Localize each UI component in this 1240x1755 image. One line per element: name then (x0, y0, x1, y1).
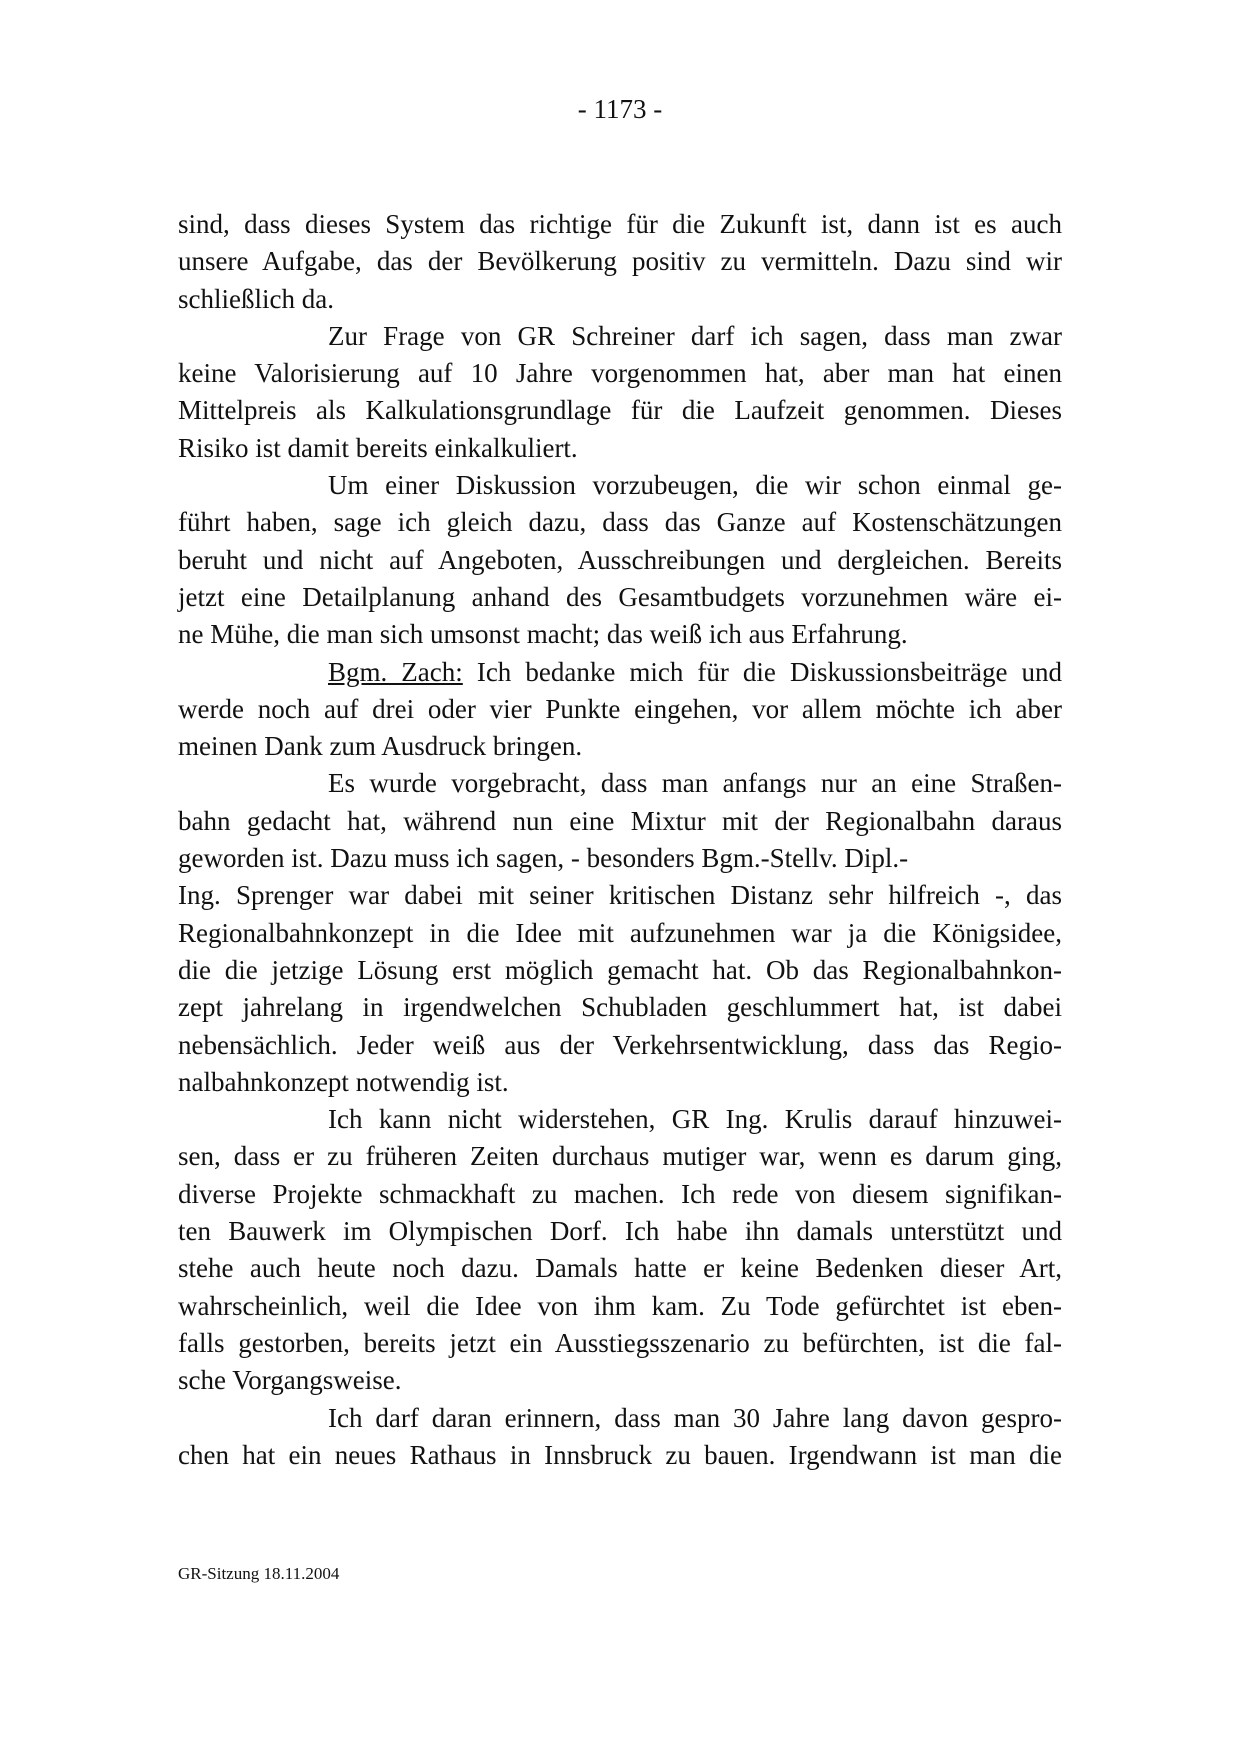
text-line (178, 1064, 1062, 1101)
text-line (178, 1288, 1062, 1325)
text-line (178, 1176, 1062, 1213)
text-line (178, 504, 1062, 541)
line-text: führt haben, sage ich gleich dazu, dass das Ganze auf Kostenschätzungen (178, 507, 1062, 538)
line-text: wahrscheinlich, weil die Idee von ihm kam. Zu Tode gefürchtet ist eben- (178, 1290, 1062, 1321)
body-text (178, 206, 1062, 1474)
line-text: bahn gedacht hat, während nun eine Mixtur mit der Regionalbahn daraus (178, 805, 1062, 836)
line-text: zept jahrelang in irgendwelchen Schubladen geschlummert hat, ist dabei (178, 992, 1062, 1023)
line-text: Risiko ist damit bereits einkalkuliert. (178, 432, 578, 463)
text-line (178, 1437, 1062, 1474)
text-line (178, 840, 1062, 877)
line-text: unsere Aufgabe, das der Bevölkerung positiv zu vermitteln. Dazu sind wir (178, 246, 1062, 277)
text-line (178, 355, 1062, 392)
text-line (178, 243, 1062, 280)
text-line (178, 1362, 1062, 1399)
line-text: sche Vorgangsweise. (178, 1365, 402, 1396)
text-line (178, 691, 1062, 728)
line-text: sen, dass er zu früheren Zeiten durchaus mutiger war, wenn es darum ging, (178, 1141, 1062, 1172)
text-line (178, 1250, 1062, 1287)
line-text: Regionalbahnkonzept in die Idee mit aufzunehmen war ja die Königsidee, (178, 917, 1062, 948)
line-text: Ich darf daran erinnern, dass man 30 Jahre lang davon gespro- (328, 1402, 1062, 1433)
line-text: Zur Frage von GR Schreiner darf ich sagen, dass man zwar (328, 320, 1062, 351)
text-line (178, 467, 1062, 504)
line-text: ten Bauwerk im Olympischen Dorf. Ich habe ihn damals unterstützt und (178, 1216, 1062, 1247)
footer-session-date: GR-Sitzung 18.11.2004 (178, 1564, 340, 1583)
line-text: ne Mühe, die man sich umsonst macht; das weiß ich aus Erfahrung. (178, 619, 908, 650)
line-text: Es wurde vorgebracht, dass man anfangs nur an eine Straßen- (328, 768, 1062, 799)
line-text: falls gestorben, bereits jetzt ein Ausstiegsszenario zu befürchten, ist die fal- (178, 1327, 1062, 1358)
line-text: Ich kann nicht widerstehen, GR Ing. Krulis darauf hinzuwei- (328, 1104, 1062, 1135)
text-line (178, 765, 1062, 802)
page-number: - 1173 - (577, 94, 663, 124)
text-line (178, 915, 1062, 952)
text-line (178, 281, 1062, 318)
line-text: Mittelpreis als Kalkulationsgrundlage für die Laufzeit genommen. Dieses (178, 395, 1062, 426)
text-line (178, 1213, 1062, 1250)
line-text: nalbahnkonzept notwendig ist. (178, 1066, 509, 1097)
text-line (178, 430, 1062, 467)
text-line (178, 579, 1062, 616)
line-text: Um einer Diskussion vorzubeugen, die wir schon einmal ge- (328, 470, 1062, 501)
line-text: keine Valorisierung auf 10 Jahre vorgenommen hat, aber man hat einen (178, 358, 1062, 389)
text-line (178, 392, 1062, 429)
text-line (178, 318, 1062, 355)
line-text: sind, dass dieses System das richtige für die Zukunft ist, dann ist es auch (178, 209, 1062, 239)
text-line (178, 1027, 1062, 1064)
text-line (178, 877, 1062, 914)
text-line (178, 728, 1062, 765)
line-text: Ing. Sprenger war dabei mit seiner kritischen Distanz sehr hilfreich -, das (178, 880, 1062, 911)
text-line (178, 1101, 1062, 1138)
text-line (178, 206, 1062, 243)
line-text: chen hat ein neues Rathaus in Innsbruck zu bauen. Irgendwann ist man die (178, 1439, 1062, 1470)
line-text: meinen Dank zum Ausdruck bringen. (178, 731, 583, 762)
line-text: diverse Projekte schmackhaft zu machen. Ich rede von diesem signifikan- (178, 1178, 1062, 1209)
text-line (178, 1400, 1062, 1437)
line-text: Ich bedanke mich für die Diskussionsbeiträge und (462, 656, 1062, 687)
text-line (178, 616, 1062, 653)
line-text: beruht und nicht auf Angeboten, Ausschreibungen und dergleichen. Bereits (178, 544, 1062, 575)
text-line (178, 1138, 1062, 1175)
text-line (178, 952, 1062, 989)
text-line (178, 803, 1062, 840)
line-text: jetzt eine Detailplanung anhand des Gesamtbudgets vorzunehmen wäre ei- (178, 581, 1062, 612)
text-line (178, 654, 1062, 691)
line-text: stehe auch heute noch dazu. Damals hatte er keine Bedenken dieser Art, (178, 1253, 1062, 1284)
line-text: werde noch auf drei oder vier Punkte eingehen, vor allem möchte ich aber (178, 693, 1062, 724)
text-line (178, 1325, 1062, 1362)
line-text: nebensächlich. Jeder weiß aus der Verkehrsentwicklung, dass das Regio- (178, 1029, 1062, 1060)
text-line (178, 989, 1062, 1026)
text-line (178, 542, 1062, 579)
line-text: die die jetzige Lösung erst möglich gemacht hat. Ob das Regionalbahnkon- (178, 954, 1062, 985)
speaker-name: Bgm. Zach: (328, 656, 463, 687)
line-text: geworden ist. Dazu muss ich sagen, - besonders Bgm.-Stellv. Dipl.- (178, 843, 909, 874)
line-text: schließlich da. (178, 283, 334, 314)
